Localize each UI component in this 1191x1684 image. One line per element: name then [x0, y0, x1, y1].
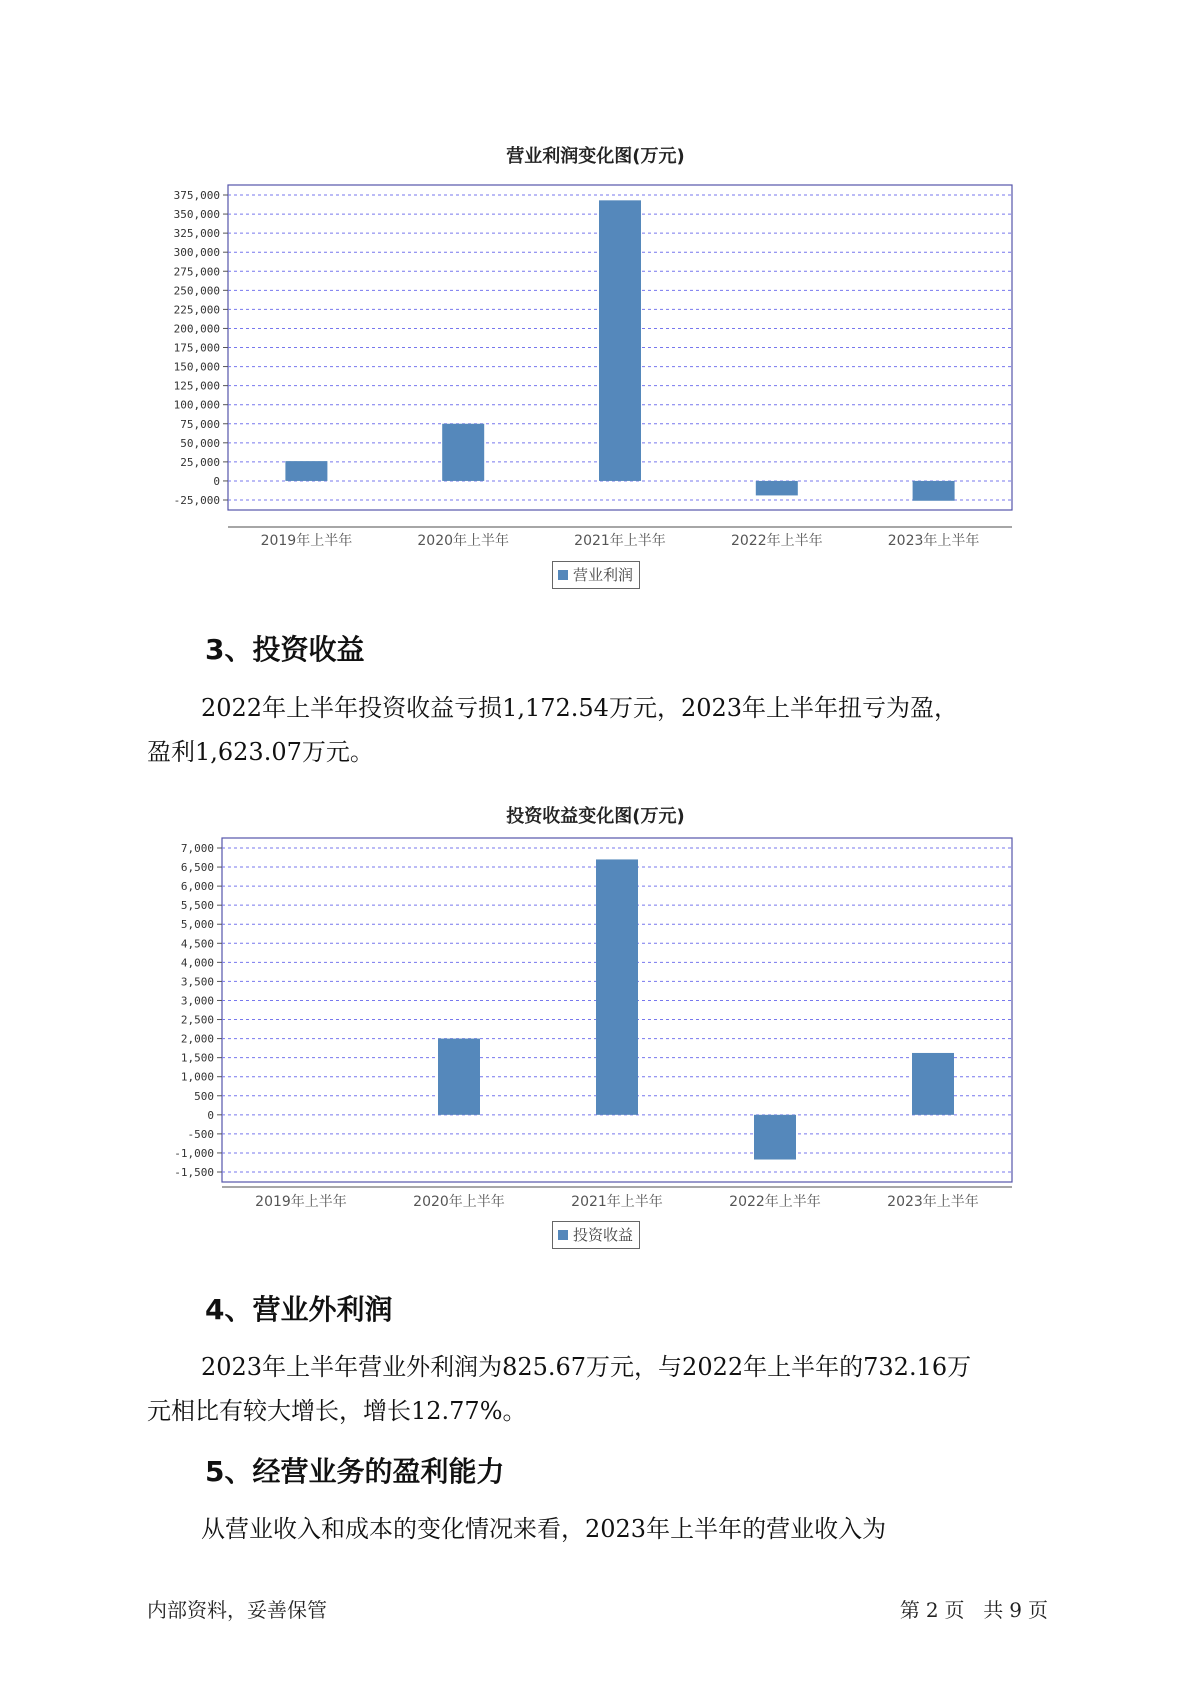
chart2-category-label: 2020年上半年 [413, 1194, 505, 1210]
chart2-category-label: 2023年上半年 [887, 1194, 979, 1210]
chart1-y-tick-label: 25,000 [180, 455, 220, 469]
section5-heading: 5、经营业务的盈利能力 [205, 1455, 505, 1488]
chart1-y-tick-label: 200,000 [173, 322, 220, 336]
chart1-category-label: 2022年上半年 [730, 533, 823, 549]
chart1-y-tick-label: 0 [213, 474, 220, 488]
footer-total-prefix: 共 [983, 1598, 1004, 1622]
chart2-category-label: 2021年上半年 [571, 1194, 663, 1210]
section4-paragraph [147, 1345, 1047, 1433]
chart2-y-tick-label: 5,500 [180, 899, 214, 913]
chart1-y-tick-label: 175,000 [173, 341, 220, 355]
chart2-y-tick-label: 7,000 [180, 842, 214, 855]
chart2-bar-3 [596, 859, 638, 1114]
chart2-category-label: 2019年上半年 [255, 1194, 347, 1210]
chart1-y-tick-label: 275,000 [173, 265, 220, 279]
chart1-y-tick-label: 75,000 [180, 417, 220, 431]
chart1-category-label: 2023年上半年 [887, 533, 980, 549]
chart2-y-tick-label: 6,000 [180, 880, 214, 894]
chart2-bar-5 [912, 1053, 954, 1115]
chart1-y-tick-label: -25,000 [173, 494, 220, 507]
footer-page-prefix: 第 [899, 1598, 920, 1622]
chart2-y-tick-label: -1,000 [174, 1146, 214, 1160]
chart1-category-label: 2020年上半年 [417, 533, 510, 549]
section3-line-1: 2022年上半年投资收益亏损1,172.54万元，2023年上半年扭亏为盈， [201, 694, 959, 722]
chart2-bar-4 [754, 1115, 796, 1160]
chart2-y-tick-label: 1,500 [180, 1051, 214, 1065]
chart2-y-tick-label: 3,500 [180, 975, 214, 989]
chart1-y-tick-label: 250,000 [173, 284, 220, 298]
chart1-y-tick-label: 300,000 [173, 246, 220, 260]
chart2-bar-2 [438, 1039, 480, 1115]
chart2-y-tick-label: 4,000 [180, 956, 214, 970]
footer-confidential-note: 内部资料，妥善保管 [147, 1598, 327, 1622]
chart2-y-tick-label: 6,500 [180, 861, 214, 875]
footer-total-suffix: 页 [1028, 1598, 1048, 1622]
chart2-y-tick-label: 500 [194, 1089, 214, 1103]
footer-page-total: 9 [1009, 1598, 1022, 1622]
chart1-y-tick-label: 50,000 [180, 436, 220, 450]
section4-line-2: 元相比有较大增长，增长12.77%。 [147, 1397, 527, 1425]
chart1-category-label: 2021年上半年 [574, 533, 666, 549]
chart1-y-tick-label: 350,000 [173, 208, 220, 222]
chart2-legend-label: 投资收益 [573, 1226, 634, 1244]
footer-page-number [897, 1594, 1051, 1623]
chart1-y-tick-label: 325,000 [173, 227, 220, 241]
chart2-y-tick-label: 1,000 [180, 1070, 214, 1084]
footer-page-current: 2 [925, 1598, 939, 1622]
chart1-title: 营业利润变化图(万元) [506, 146, 685, 167]
chart1-y-tick-label: 125,000 [173, 379, 220, 393]
section4-heading: 4、营业外利润 [205, 1293, 393, 1326]
chart2-y-tick-label: 2,000 [180, 1032, 214, 1046]
section3-heading: 3、投资收益 [205, 633, 365, 666]
chart1-y-tick-label: 375,000 [173, 189, 220, 202]
chart2-y-tick-label: -500 [187, 1127, 214, 1141]
chart2-y-tick-label: 3,000 [180, 994, 214, 1008]
chart2-y-tick-label: 5,000 [180, 918, 214, 932]
chart2-y-tick-label: 4,500 [180, 937, 214, 951]
chart2-y-tick-label: -1,500 [174, 1166, 214, 1179]
section5-line-1: 从营业收入和成本的变化情况来看，2023年上半年的营业收入为 [201, 1515, 887, 1543]
chart2-legend [552, 1221, 640, 1249]
section3-line-2: 盈利1,623.07万元。 [147, 738, 374, 766]
section4-line-1: 2023年上半年营业外利润为825.67万元，与2022年上半年的732.16万 [201, 1353, 972, 1381]
chart1-y-tick-label: 100,000 [173, 398, 220, 412]
footer-page-mid: 页 [944, 1598, 965, 1622]
chart1-category-label: 2019年上半年 [260, 533, 353, 549]
chart2-title: 投资收益变化图(万元) [506, 806, 685, 827]
chart2-y-tick-label: 2,500 [180, 1013, 214, 1027]
chart1-y-tick-label: 150,000 [173, 360, 220, 374]
section5-paragraph [147, 1507, 1047, 1551]
chart1-legend-label: 营业利润 [573, 566, 634, 584]
chart2-category-label: 2022年上半年 [729, 1194, 821, 1210]
chart2-legend-swatch [558, 1230, 568, 1240]
chart1-y-tick-label: 225,000 [173, 303, 220, 317]
chart2-y-tick-label: 0 [207, 1108, 214, 1122]
